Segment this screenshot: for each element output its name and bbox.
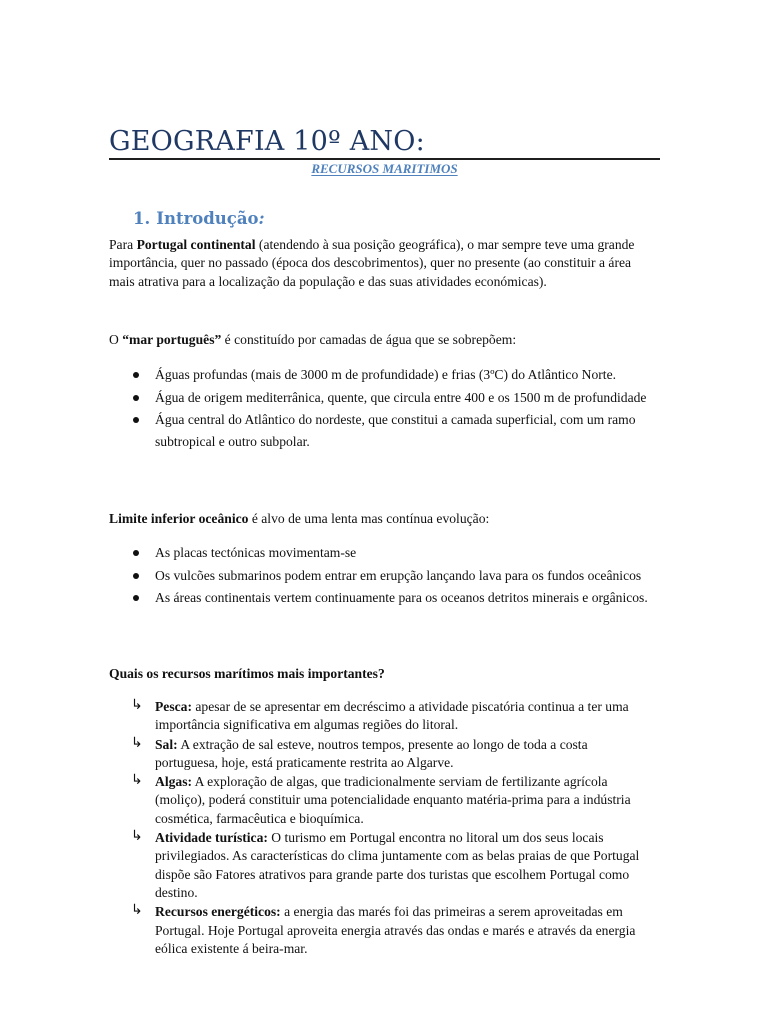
list-item-label: Atividade turística:: [155, 830, 268, 846]
list-item: [109, 736, 654, 773]
document-subtitle: RECURSOS MARITIMOS: [311, 161, 458, 176]
recursos-question: [109, 665, 654, 683]
intro-text: (atendendo à sua posição geográfica), o mar sempre teve uma grande importância, quer no passado (época dos descobrimentos), quer no presente (ao constituir a área mais atrativa para a localização da população e das suas atividades económicas).: [109, 237, 635, 289]
section-heading-colon: :: [258, 209, 265, 228]
arrow-icon: ↳: [131, 697, 143, 713]
list-item-text: A exploração de algas, que tradicionalmente serviam de fertilizante agrícola (moliço), poderá constituir uma potencialidade enquanto matéria-prima para a indústria cosmética, farmacêutica e bioquímica.: [155, 774, 631, 826]
section-heading-text: Introdução: [156, 209, 259, 228]
list-item-text: a energia das marés foi das primeiras a serem aproveitadas em Portugal. Hoje Portugal aproveita energia através das ondas e marés e através da energia eólica existente á beira-mar.: [155, 904, 636, 956]
list-item: [109, 409, 654, 452]
list-item-text: Água central do Atlântico do nordeste, que constitui a camada superficial, com um ramo subtropical e outro subpolar.: [155, 412, 636, 449]
recursos-question-text: Quais os recursos marítimos mais importantes?: [109, 666, 385, 681]
bullet-icon: [133, 395, 139, 401]
intro-bold-term: Portugal continental: [136, 237, 256, 252]
list-item: [109, 542, 654, 564]
mar-prefix: O: [109, 332, 123, 347]
limite-bullet-list: [109, 542, 654, 610]
mar-paragraph: [109, 331, 654, 349]
list-item-text: A extração de sal esteve, noutros tempos, presente ao longo de toda a costa portuguesa, hoje, está praticamente restrita ao Algarve.: [155, 736, 588, 770]
list-item: [109, 829, 654, 902]
arrow-icon: ↳: [131, 772, 143, 789]
mar-bold-term: “mar português”: [122, 332, 222, 347]
list-item: [109, 903, 654, 958]
list-item-label: Sal:: [155, 736, 178, 752]
list-item-text: Os vulcões submarinos podem entrar em erupção lançando lava para os fundos oceânicos: [155, 567, 642, 583]
list-item-text: As placas tectónicas movimentam-se: [155, 545, 357, 560]
list-item-text: As áreas continentais vertem continuamente para os oceanos detritos minerais e orgânicos.: [155, 590, 648, 605]
document-title: GEOGRAFIA 10º ANO:: [109, 126, 425, 157]
list-item: [109, 773, 654, 828]
limite-bold-term: Limite inferior oceânico: [109, 511, 249, 526]
bullet-icon: [133, 595, 139, 601]
list-item-text: Águas profundas (mais de 3000 m de profundidade) e frias (3ºC) do Atlântico Norte.: [155, 367, 616, 382]
list-item-label: Recursos energéticos:: [155, 904, 281, 920]
bullet-icon: [133, 417, 139, 423]
list-item: [109, 587, 654, 609]
list-item-label: Pesca:: [155, 699, 192, 714]
list-item: [109, 364, 654, 386]
intro-prefix: Para: [109, 237, 137, 252]
intro-paragraph: [109, 236, 654, 291]
mar-bullet-list: [109, 364, 654, 453]
bullet-icon: [133, 550, 139, 556]
section-heading-introducao: [133, 209, 265, 228]
list-item-text: O turismo em Portugal encontra no litoral um dos seus locais privilegiados. As características do clima juntamente com as belas praias de que Portugal dispõe são Fatores atrativos para grande parte dos turistas que escolhem Portugal como destino.: [155, 830, 640, 900]
recursos-arrow-list: [109, 698, 654, 959]
list-item-label: Algas:: [155, 774, 193, 790]
list-item: [109, 565, 654, 587]
arrow-icon: ↳: [131, 828, 143, 845]
list-item: [109, 698, 654, 735]
title-underline-rule: [109, 158, 660, 160]
arrow-icon: ↳: [131, 734, 143, 751]
mar-text: é constituído por camadas de água que se sobrepõem:: [221, 332, 517, 347]
limite-text: é alvo de uma lenta mas contínua evolução:: [248, 511, 490, 526]
list-item-text: Água de origem mediterrânica, quente, que circula entre 400 e os 1500 m de profundidade: [155, 389, 647, 405]
list-item: [109, 387, 654, 409]
list-item-text: apesar de se apresentar em decréscimo a atividade piscatória continua a ter uma importância significativa em algumas regiões do litoral.: [155, 699, 629, 733]
arrow-icon: ↳: [131, 902, 143, 919]
limite-paragraph: [109, 510, 654, 528]
bullet-icon: [133, 372, 139, 378]
section-number: 1.: [133, 209, 151, 228]
bullet-icon: [133, 573, 139, 579]
